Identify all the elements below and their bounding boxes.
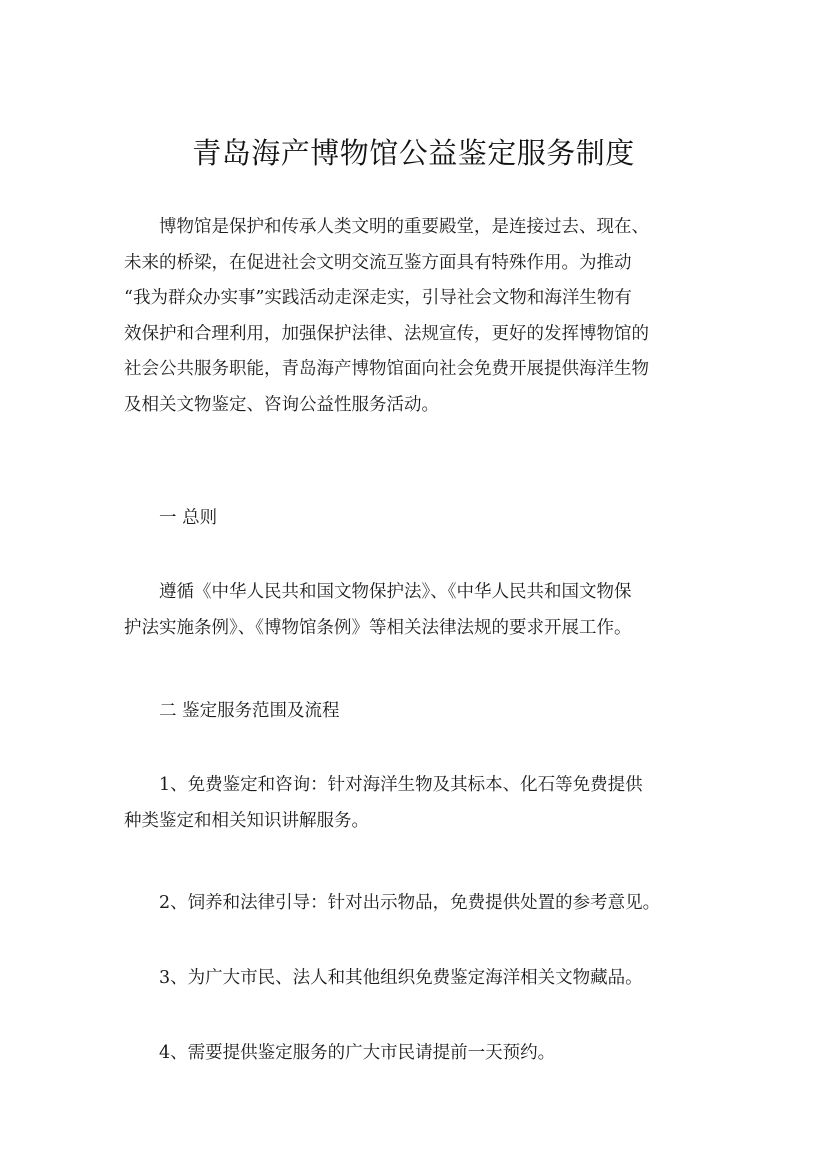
section-heading-text: 一 总则: [159, 508, 218, 528]
intro-paragraph: [124, 210, 704, 423]
item-4-line: 4、需要提供鉴定服务的广大市民请提前一天预约。: [159, 1043, 556, 1063]
section-1-paragraph: [124, 575, 704, 646]
item-1-line: 种类鉴定和相关知识讲解服务。: [124, 810, 369, 831]
intro-line: 社会公共服务职能，青岛海产博物馆面向社会免费开展提供海洋生物: [124, 359, 649, 379]
document-title: 青岛海产博物馆公益鉴定服务制度: [192, 136, 635, 170]
intro-line: 博物馆是保护和传承人类文明的重要殿堂，是连接过去、现在、: [159, 217, 649, 237]
item-3-line: 3、为广大市民、法人和其他组织免费鉴定海洋相关文物藏品。: [159, 968, 643, 988]
section-1-line: 遵循《中华人民共和国文物保护法》、《中华人民共和国文物保: [159, 582, 632, 602]
section-heading-text: 二 鉴定服务范围及流程: [159, 701, 340, 721]
section-2-heading: [124, 694, 704, 730]
section-1-line: 护法实施条例》、《博物馆条例》等相关法律法规的要求开展工作。: [124, 617, 632, 638]
section-1-heading: [124, 501, 704, 537]
item-3-paragraph: [124, 961, 704, 997]
intro-line: 未来的桥梁，在促进社会文明交流互鉴方面具有特殊作用。为推动: [124, 252, 632, 273]
intro-line: 及相关文物鉴定、咨询公益性服务活动。: [124, 394, 439, 415]
item-1-paragraph: [124, 768, 704, 839]
item-2-paragraph: [124, 886, 704, 922]
intro-line: 效保护和合理利用，加强保护法律、法规宣传，更好的发挥博物馆的: [124, 323, 649, 344]
item-2-line: 2、饲养和法律引导：针对出示物品，免费提供处置的参考意见。: [159, 893, 661, 913]
item-1-line: 1、免费鉴定和咨询：针对海洋生物及其标本、化石等免费提供: [159, 775, 643, 795]
item-4-paragraph: [124, 1036, 704, 1072]
intro-line: “我为群众办实事”实践活动走深走实，引导社会文物和海洋生物有: [124, 288, 632, 308]
